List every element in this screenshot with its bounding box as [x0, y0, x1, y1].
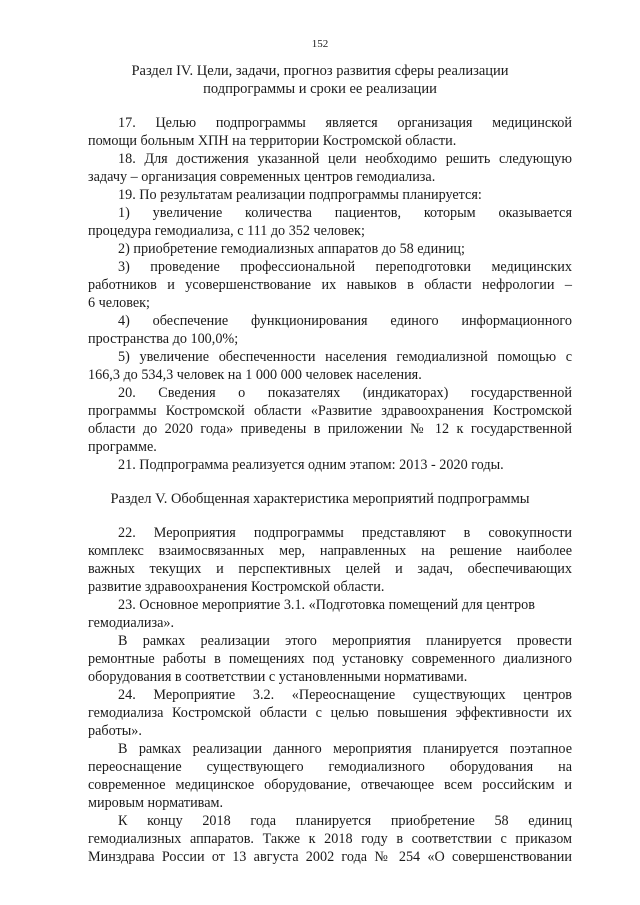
text-line: работников и усовершенствование их навыков в области нефрологии – [88, 277, 572, 293]
text-line: развитие здравоохранения Костромской области. [88, 579, 385, 595]
text-line: задачу – организация современных центров гемодиализа. [88, 169, 436, 185]
text-line: 6 человек; [88, 295, 150, 311]
text-line: В рамках реализации данного мероприятия планируется поэтапное [118, 741, 572, 757]
text-line: 2) приобретение гемодиализных аппаратов до 58 единиц; [118, 241, 465, 257]
text-line: ремонтные работы в помещениях под установку современного диализного [88, 651, 572, 667]
section-4-title-line-1: Раздел IV. Цели, задачи, прогноз развития сферы реализации [131, 63, 509, 79]
section-4-title-line-2: подпрограммы и сроки ее реализации [203, 81, 437, 97]
text-line: 1) увеличение количества пациентов, которым оказывается [118, 205, 572, 221]
text-line: современное медицинское оборудование, отвечающее всем российским и [88, 777, 572, 793]
section-5-title: Раздел V. Обобщенная характеристика мероприятий подпрограммы [110, 491, 530, 507]
text-line: 23. Основное мероприятие 3.1. «Подготовка помещений для центров [118, 597, 535, 613]
text-line: В рамках реализации этого мероприятия планируется провести [118, 633, 572, 649]
text-line: гемодиализных аппаратов. Также к 2018 году в соответствии с приказом [88, 831, 572, 847]
text-line: программе. [88, 439, 157, 455]
text-line: 19. По результатам реализации подпрограммы планируется: [118, 187, 482, 203]
text-line: важных текущих и перспективных целей и задач, обеспечивающих [88, 561, 572, 577]
text-line: области до 2020 года» приведены в приложении № 12 к государственной [88, 421, 572, 437]
text-line: 24. Мероприятие 3.2. «Переоснащение существующих центров [118, 687, 572, 703]
text-line: процедура гемодиализа, с 111 до 352 человек; [88, 223, 365, 239]
text-line: пространства до 100,0%; [88, 331, 239, 347]
text-line: оборудования в соответствии с установленными нормативами. [88, 669, 468, 685]
text-line: 20. Сведения о показателях (индикаторах) государственной [118, 385, 572, 401]
text-line: комплекс взаимосвязанных мер, направленных на решение наиболее [88, 543, 572, 559]
text-line: гемодиализа». [88, 615, 175, 631]
text-line: гемодиализа Костромской области с целью повышения эффективности их [88, 705, 572, 721]
page-number: 152 [311, 38, 329, 50]
text-line: 21. Подпрограмма реализуется одним этапом: 2013 - 2020 годы. [118, 457, 504, 473]
text-line: К концу 2018 года планируется приобретение 58 единиц [118, 813, 572, 829]
text-line: мировым нормативам. [88, 795, 224, 811]
text-line: помощи больным ХПН на территории Костромской области. [88, 133, 457, 149]
text-line: переоснащение существующего гемодиализного оборудования на [88, 759, 572, 775]
text-line: 17. Целью подпрограммы является организация медицинской [118, 115, 572, 131]
text-line: 22. Мероприятия подпрограммы представляют в совокупности [118, 525, 572, 541]
text-line: работы». [88, 723, 142, 739]
text-line: Минздрава России от 13 августа 2002 года № 254 «О совершенствовании [88, 849, 572, 865]
text-line: программы Костромской области «Развитие здравоохранения Костромской [88, 403, 572, 419]
text-line: 5) увеличение обеспеченности населения гемодиализной помощью с [118, 349, 572, 365]
text-line: 166,3 до 534,3 человек на 1 000 000 человек населения. [88, 367, 422, 383]
text-line: 3) проведение профессиональной переподготовки медицинских [118, 259, 572, 275]
text-line: 18. Для достижения указанной цели необходимо решить следующую [118, 151, 572, 167]
text-line: 4) обеспечение функционирования единого информационного [118, 313, 572, 329]
